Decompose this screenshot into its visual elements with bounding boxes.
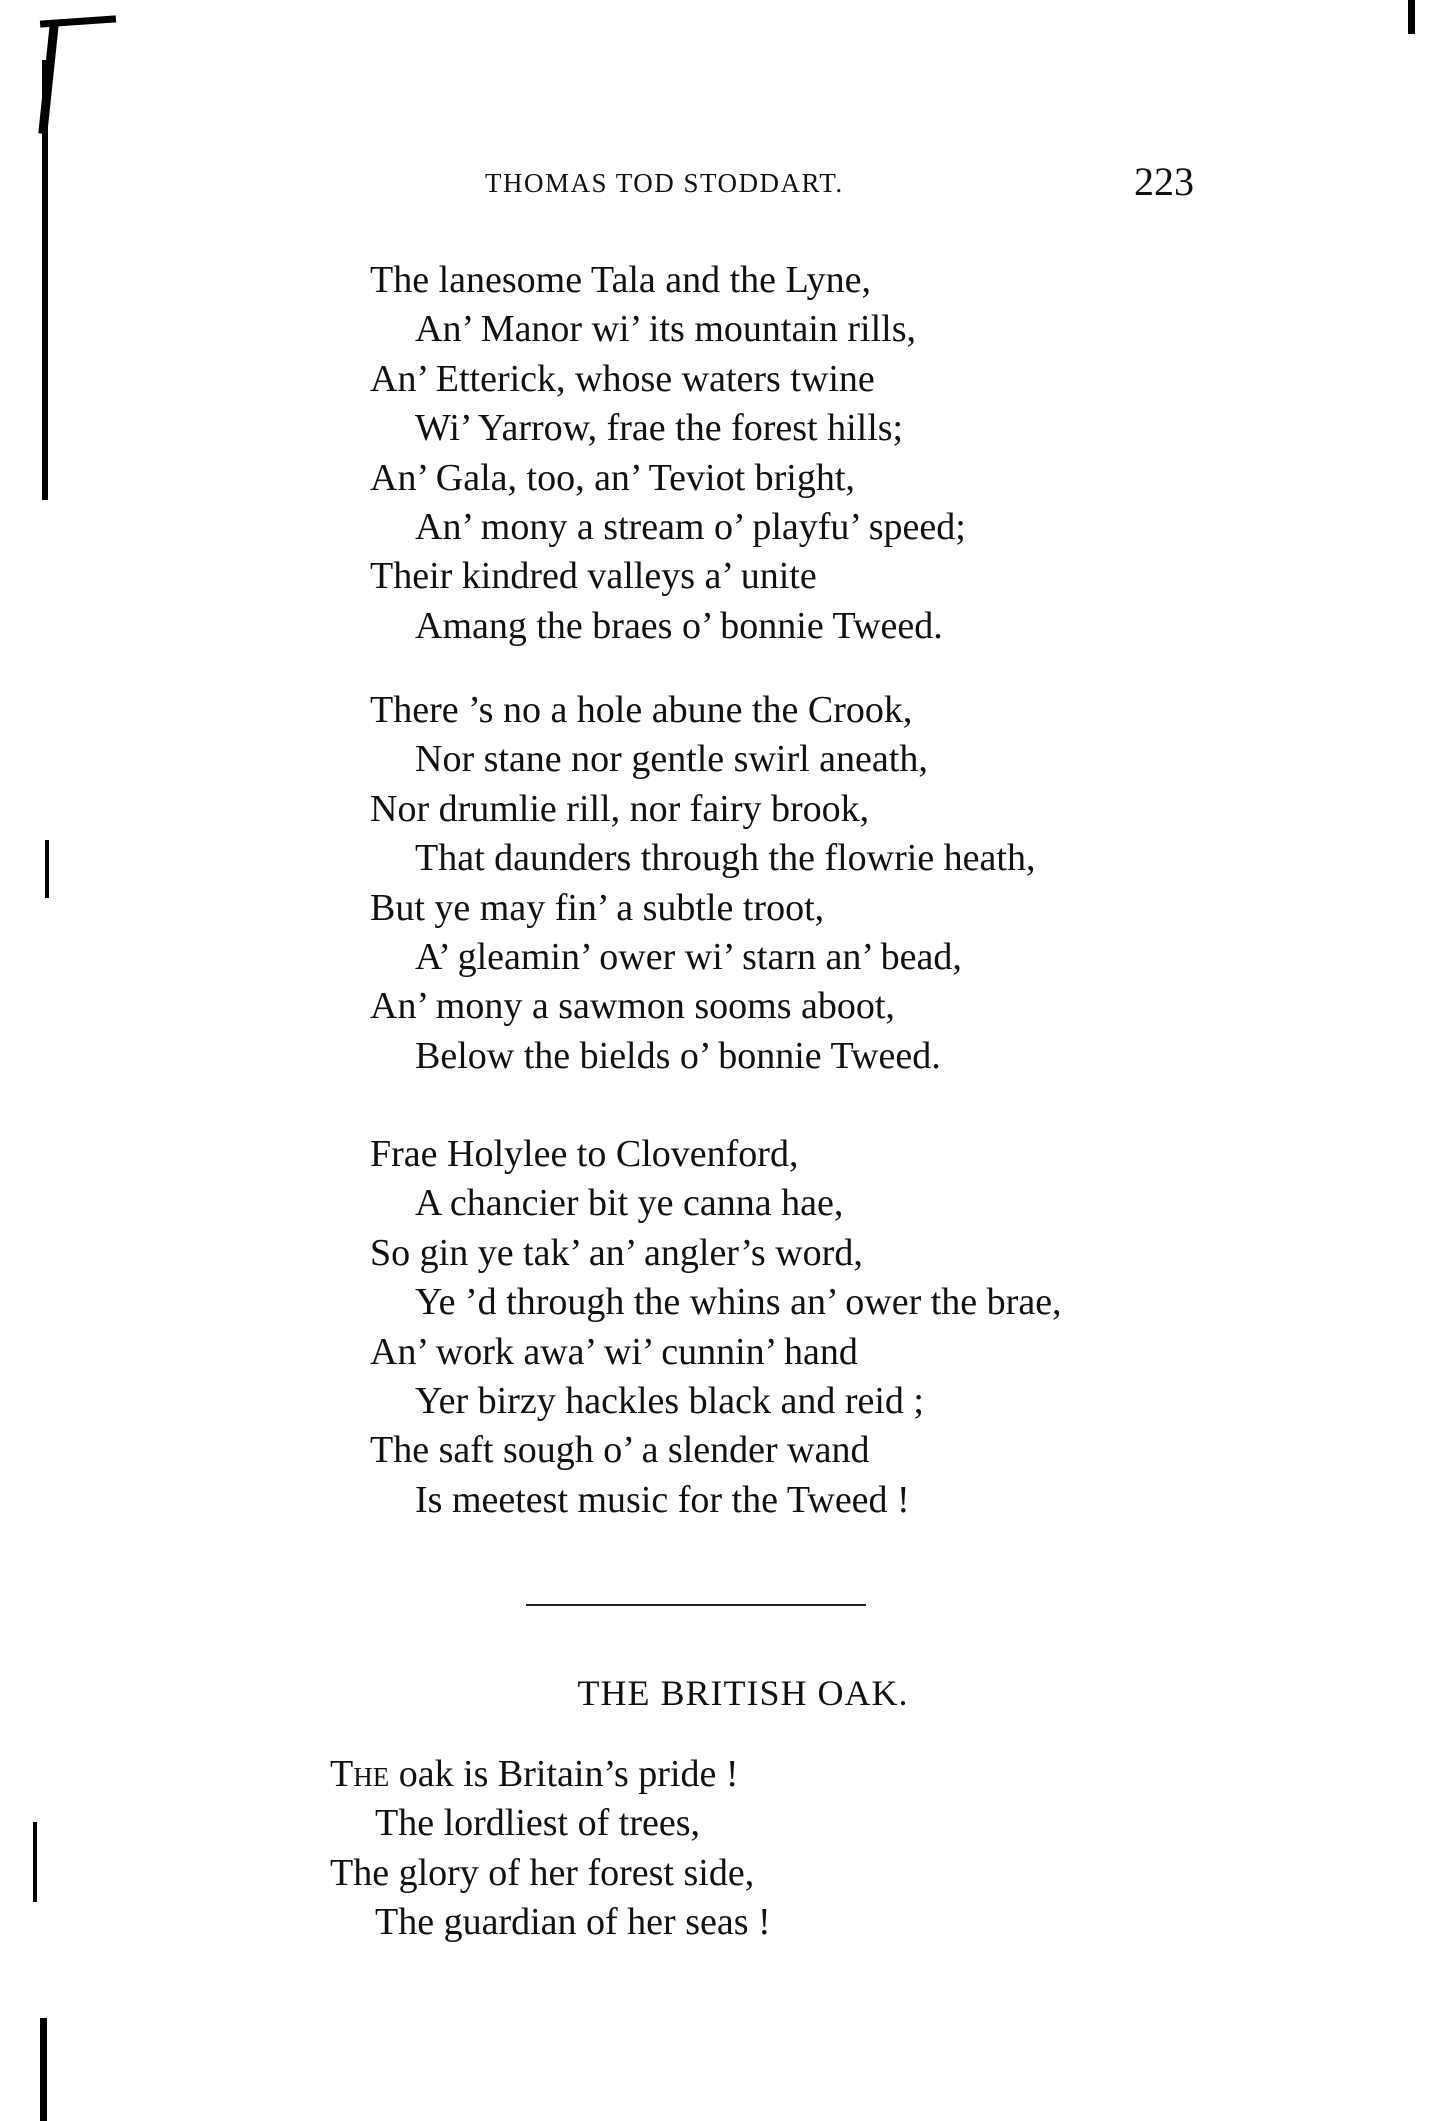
verse-line: Their kindred valleys a’ unite — [370, 555, 817, 598]
verse-line: An’ mony a stream o’ playfu’ speed; — [415, 505, 966, 548]
scan-edge-mark — [33, 1822, 37, 1902]
verse-line: Wi’ Yarrow, frae the forest hills; — [415, 407, 904, 450]
verse-line: Is meetest music for the Tweed ! — [415, 1478, 910, 1521]
stanza-3 — [370, 1130, 1250, 1525]
verse-line: An’ work awa’ wi’ cunnin’ hand — [370, 1330, 858, 1373]
verse-line: So gin ye tak’ an’ angler’s word, — [370, 1231, 863, 1274]
verse-line: The glory of her forest side, — [330, 1851, 755, 1894]
scan-edge-mark — [40, 2018, 47, 2121]
scan-edge-mark — [42, 60, 48, 500]
verse-line: Nor drumlie rill, nor fairy brook, — [370, 787, 870, 830]
stanza-british-oak — [330, 1750, 1210, 1948]
scan-edge-mark — [1408, 0, 1415, 34]
verse-line: That daunders through the flowrie heath, — [415, 837, 1036, 880]
verse-line: There ’s no a hole abune the Crook, — [370, 689, 913, 731]
poem-title: THE BRITISH OAK. — [577, 1673, 909, 1713]
verse-line: An’ Gala, too, an’ Teviot bright, — [370, 456, 855, 499]
verse-line: Ye ’d through the whins an’ ower the brae, — [415, 1281, 1062, 1324]
verse-line: The lordliest of trees, — [375, 1802, 701, 1845]
verse-line: The saft sough o’ a slender wand — [370, 1429, 870, 1472]
verse-line: Below the bields o’ bonnie Tweed. — [415, 1034, 941, 1077]
page-number: 223 — [1134, 159, 1194, 204]
verse-line — [330, 1750, 1210, 1799]
verse-line-rest: oak is Britain’s pride ! — [389, 1753, 739, 1795]
stanza-2 — [370, 686, 1250, 1081]
verse-line: Frae Holylee to Clovenford, — [370, 1133, 799, 1175]
verse-line: But ye may fin’ a subtle troot, — [370, 886, 825, 929]
verse-line: Amang the braes o’ bonnie Tweed. — [415, 604, 943, 647]
verse-line: Yer birzy hackles black and reid ; — [415, 1379, 924, 1422]
section-divider — [526, 1604, 866, 1606]
verse-line: Nor stane nor gentle swirl aneath, — [415, 738, 928, 781]
opening-word: The — [330, 1753, 390, 1795]
verse-line: An’ Manor wi’ its mountain rills, — [415, 308, 916, 351]
stanza-1 — [370, 256, 1250, 651]
scan-edge-mark — [45, 840, 49, 898]
verse-line: An’ Etterick, whose waters twine — [370, 357, 875, 400]
running-title: THOMAS TOD STODDART. — [485, 168, 844, 198]
verse-line: A’ gleamin’ ower wi’ starn an’ bead, — [415, 935, 962, 978]
verse-line: An’ mony a sawmon sooms aboot, — [370, 985, 895, 1028]
verse-line: The guardian of her seas ! — [375, 1901, 771, 1944]
verse-line: The lanesome Tala and the Lyne, — [370, 259, 872, 301]
verse-line: A chancier bit ye canna hae, — [415, 1182, 844, 1225]
